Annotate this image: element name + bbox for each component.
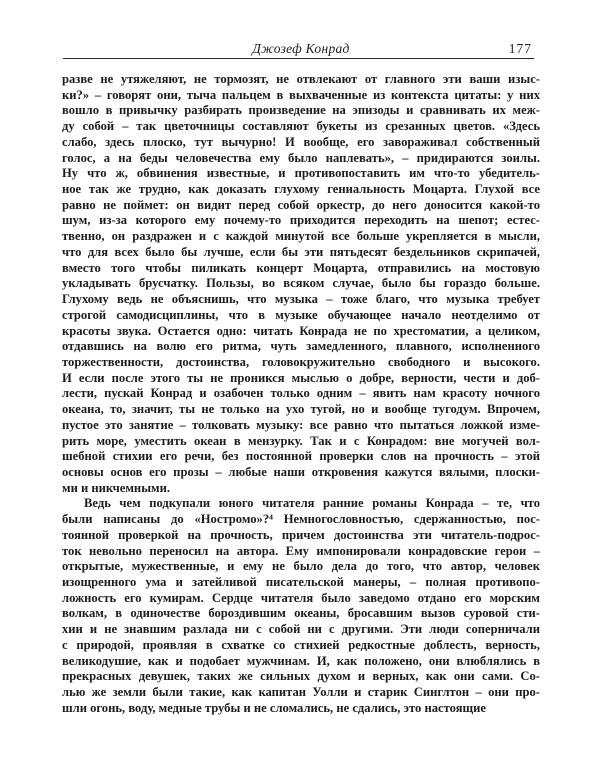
text-line: великодушие, как и подобает мужчинам. И, как положено, они влюблялись в xyxy=(62,653,540,668)
header-rule xyxy=(63,58,534,59)
text-line: тоянной проверкой на прочность, причем достоинства эти читатель-подрос- xyxy=(62,527,540,542)
text-line: шли огонь, воду, медные трубы и не сломались, не сдались, это настоящие xyxy=(62,700,486,715)
text-line: рить море, уместить океан в мензурку. Так и с Конрадом: вне могучей вол- xyxy=(62,433,540,448)
text-line: что для всех было бы лучше, если бы эти пятьдесят бездельников скрипачей, xyxy=(62,244,540,259)
text-line: вместо того чтобы пиликать концерт Моцарта, отправились на мостовую xyxy=(62,260,540,275)
body-text xyxy=(62,72,540,716)
text-line: Ведь чем подкупали юного читателя ранние романы Конрада – те, что xyxy=(84,496,540,511)
text-line: пустое это занятие – толковать музыку: все равно что пытаться ложкой изме- xyxy=(62,417,540,432)
text-line: ду собой – так цветочницы составляют букеты из срезанных цветов. «Здесь xyxy=(62,119,540,134)
page-header xyxy=(62,41,540,57)
page-number: 177 xyxy=(508,41,532,56)
text-line: И если после этого ты не проникся мыслью о добре, верности, чести и доб- xyxy=(62,370,540,385)
text-line: ложность его кумирам. Сердце читателя было заведомо отдано его морским xyxy=(62,590,540,605)
text-line: красоты звука. Остается одно: читать Конрада не по хрестоматии, а целиком, xyxy=(62,323,540,338)
text-line: хии и не знавшим разлада ни с собой ни с другими. Эти люди соперничали xyxy=(62,622,540,637)
text-line: голос, а на беды человечества ему было наплевать», – придираются зоилы. xyxy=(62,150,540,165)
text-line: шум, из-за которого ему почему-то приходится переходить на шепот; естес- xyxy=(62,213,540,228)
text-line: вошло в привычку разбирать произведение на эпизоды и сравнивать их меж- xyxy=(62,103,540,118)
text-line: ки?» – говорят они, тыча пальцем в выхваченные из контекста цитаты: у них xyxy=(62,87,540,102)
text-line: строгой самодисциплины, что в музыке обучающее начало неотделимо от xyxy=(62,307,540,322)
text-line: открытые, мужественные, и ему не было дела до того, что автор, человек xyxy=(62,559,540,574)
running-title: Джозеф Конрад xyxy=(252,41,350,56)
text-line: основы основ его прозы – любые наши откровения кажутся вялыми, плоски- xyxy=(62,464,540,479)
text-line: с природой, проявляя в схватке со стихией редкостные доблесть, верность, xyxy=(62,637,540,652)
text-line: торжественности, достоинства, головокружительно свободного и высокого. xyxy=(62,354,540,369)
text-line: твенно, он раздражен и с каждой минутой все больше укрепляется в мысли, xyxy=(62,229,540,244)
text-line: Глухому ведь не объяснишь, что музыка – тоже благо, что музыка требует xyxy=(62,292,540,307)
text-line: отдавшись на волю его ритма, чуть замедленного, плавного, исполненного xyxy=(62,339,540,354)
text-line: прекрасных девушек, таких же сильных духом и верных, как они сами. Со- xyxy=(62,669,540,684)
text-line: разве не утяжеляют, не тормозят, не отвлекают от главного эти ваши изыс- xyxy=(62,72,540,86)
text-line: слабо, здесь плоско, тут вычурно! И вообще, его завораживал собственный xyxy=(62,134,540,149)
text-line: лью же земли были такие, как капитан Уолли и старик Синглтон – они про- xyxy=(62,685,540,700)
text-line: ное так же трудно, как доказать глухому гениальность Моцарта. Глухой все xyxy=(62,182,540,197)
text-line: океана, то, значит, ты не только на ухо тугой, но и вообще тугодум. Впрочем, xyxy=(62,402,540,417)
text-line: ток невольно переносил на автора. Ему импонировали конрадовские герои – xyxy=(62,543,540,558)
text-line: были написаны до «Ностромо»?⁴ Немногословностью, сдержанностью, пос- xyxy=(62,512,540,527)
text-line: шебной стихии его речи, без постоянной проверки слов на прочность – этой xyxy=(62,449,540,464)
text-line: ми и никчемными. xyxy=(62,480,171,495)
text-line: изощренного ума и затейливой писательской манеры, – полная противопо- xyxy=(62,575,540,589)
text-line: укладывать брусчатку. Пользы, во всяком случае, было бы гораздо больше. xyxy=(62,276,540,291)
text-line: равно не поймет: он видит перед собой оркестр, до него доносится какой-то xyxy=(62,197,540,212)
text-line: Ну что ж, обвинения известные, и противопоставить им что-то убедитель- xyxy=(62,166,540,181)
text-line: волкам, в одиночестве бороздившим океаны, бросавшим вызов суровой сти- xyxy=(62,606,540,621)
text-line: лести, пускай Конрад и озабочен только одним – явить нам красоту ночного xyxy=(62,386,540,401)
